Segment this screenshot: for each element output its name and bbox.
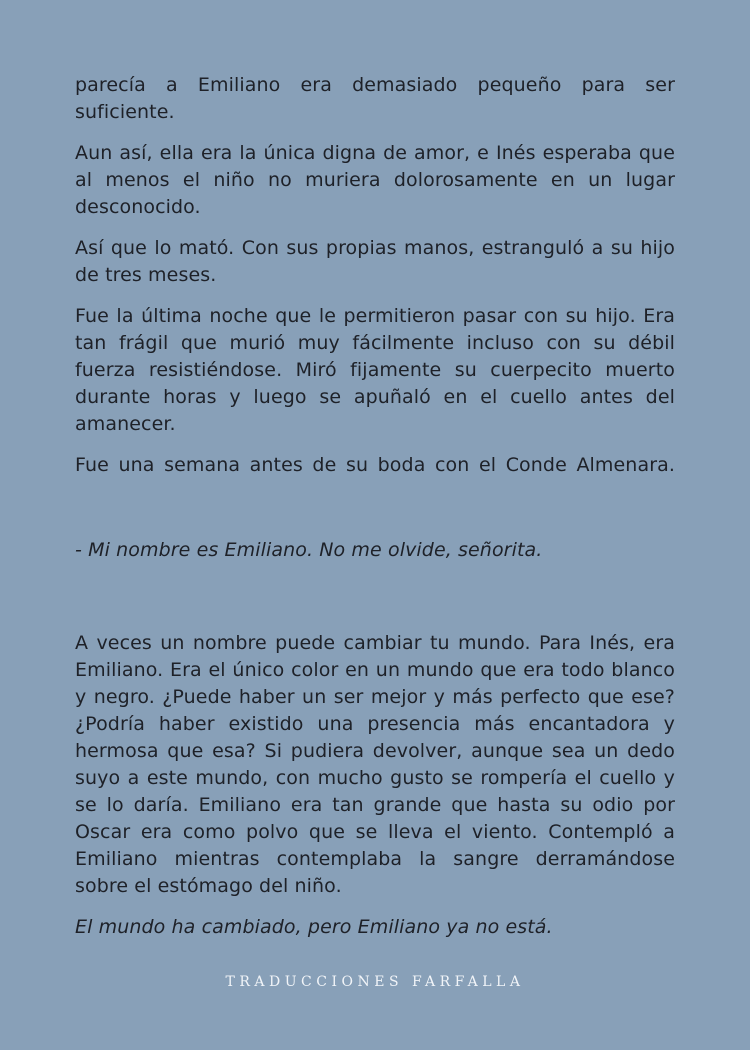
footer-credit: TRADUCCIONES FARFALLA (225, 974, 525, 990)
paragraph: Así que lo mató. Con sus propias manos, estranguló a su hijo de tres meses. (75, 237, 675, 286)
page-body (75, 72, 675, 955)
dialogue-quote: - Mi nombre es Emiliano. No me olvide, señorita. (75, 539, 543, 561)
paragraph: parecía a Emiliano era demasiado pequeño para ser suficiente. (75, 74, 675, 123)
paragraph: A veces un nombre puede cambiar tu mundo. Para Inés, era Emiliano. Era el único color en un mundo que era todo blanco y negro. ¿Puede haber un ser mejor y más perfecto que ese? ¿Podría haber existido una presencia más encantadora y hermosa que esa? Si pudiera devolver, aunque sea un dedo suyo a este mundo, con mucho gusto se rompería el cuello y se lo daría. Emiliano era tan grande que hasta su odio por Oscar era como polvo que se lleva el viento. Contempló a Emiliano mientras contemplaba la sangre derramándose sobre el estómago del niño. (75, 632, 675, 897)
paragraph: Fue la última noche que le permitieron pasar con su hijo. Era tan frágil que murió muy fácilmente incluso con su débil fuerza resistiéndose. Miró fijamente su cuerpecito muerto durante horas y luego se apuñaló en el cuello antes del amanecer. (75, 305, 675, 435)
closing-line: El mundo ha cambiado, pero Emiliano ya no está. (75, 916, 553, 938)
paragraph: Fue una semana antes de su boda con el Conde Almenara. (75, 454, 675, 476)
paragraph: Aun así, ella era la única digna de amor, e Inés esperaba que al menos el niño no muriera dolorosamente en un lugar desconocido. (75, 142, 675, 218)
